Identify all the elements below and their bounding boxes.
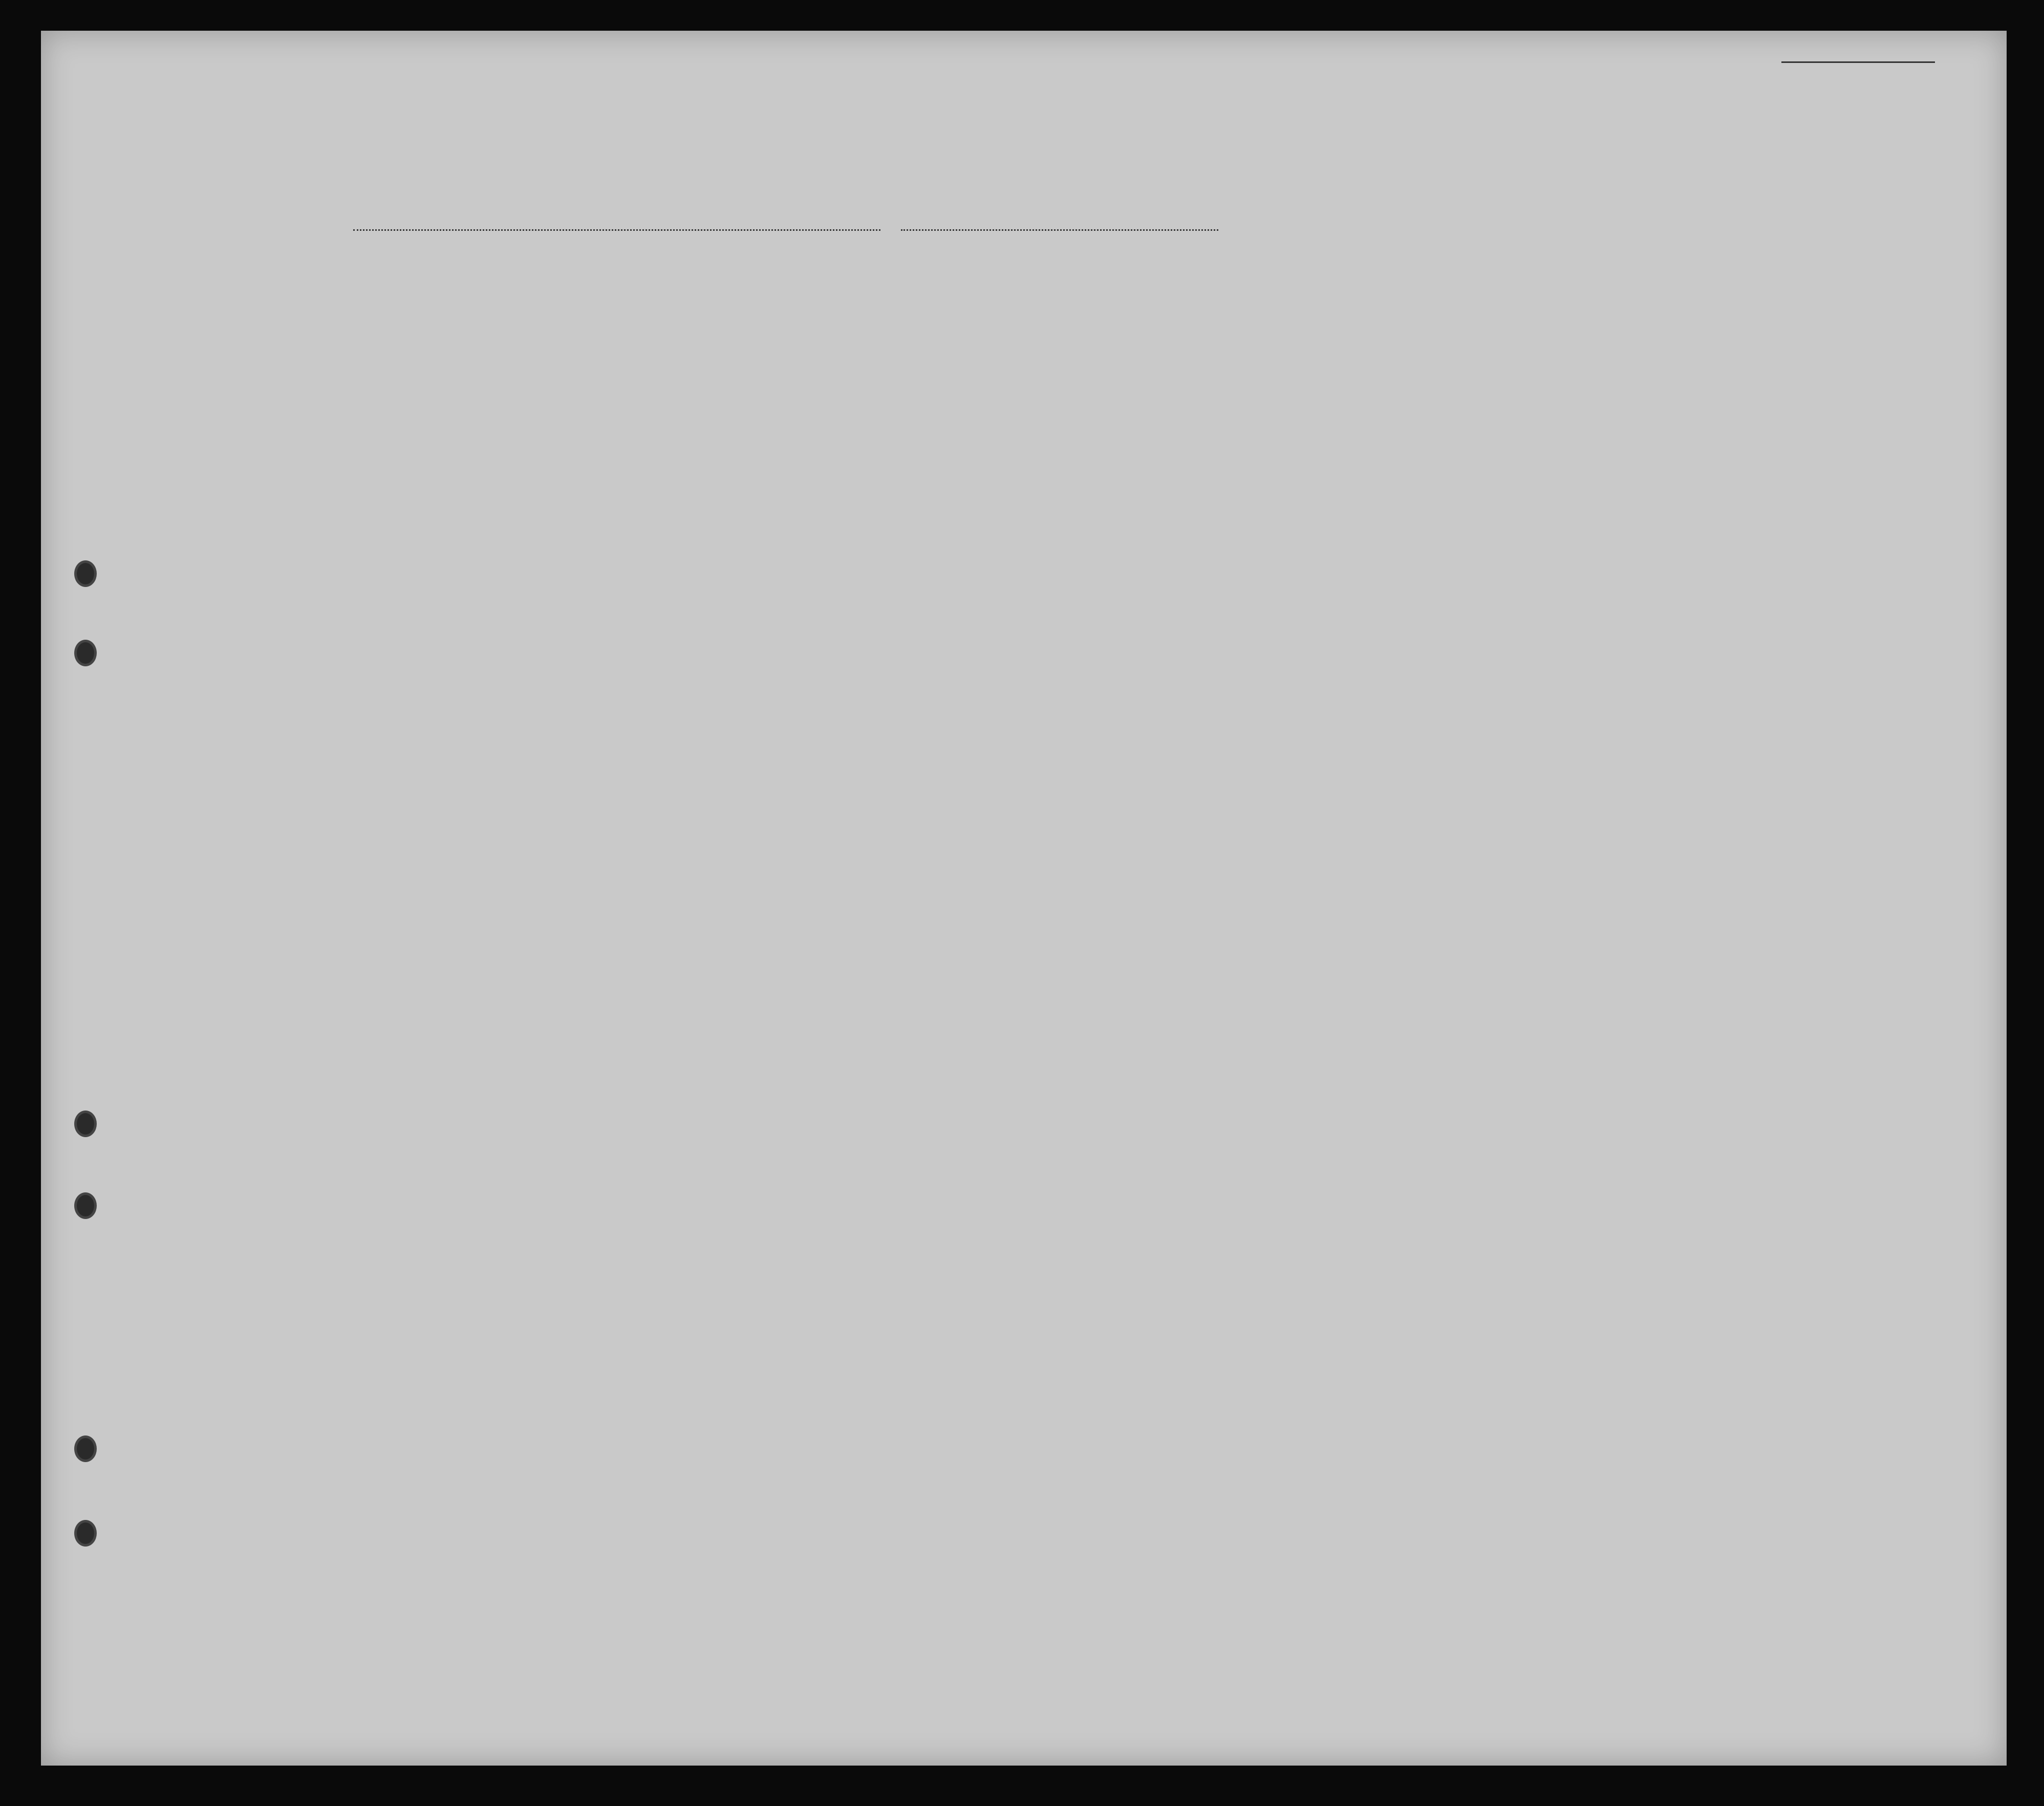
binder-hole [74, 1111, 97, 1137]
header-col29 [1463, 287, 1499, 415]
header-col31 [1527, 287, 1548, 415]
header-col25 [1311, 287, 1347, 415]
header-col21 [719, 287, 750, 409]
header-col27 [1380, 287, 1395, 415]
header-col26 [1352, 287, 1368, 415]
header-col28 [1405, 287, 1467, 415]
binder-hole [74, 560, 97, 587]
header-col34-inches [1701, 348, 1737, 415]
binder-hole [74, 1192, 97, 1219]
header-col24-c [1268, 317, 1307, 420]
header-col30 [1501, 287, 1521, 415]
binder-hole [74, 640, 97, 666]
header-col19 [593, 287, 621, 409]
header-col34-feet [1670, 348, 1701, 415]
header-col24-b [1231, 317, 1265, 420]
header-col24-a [1195, 317, 1229, 420]
binder-hole [74, 1435, 97, 1462]
binder-hole [74, 1520, 97, 1547]
